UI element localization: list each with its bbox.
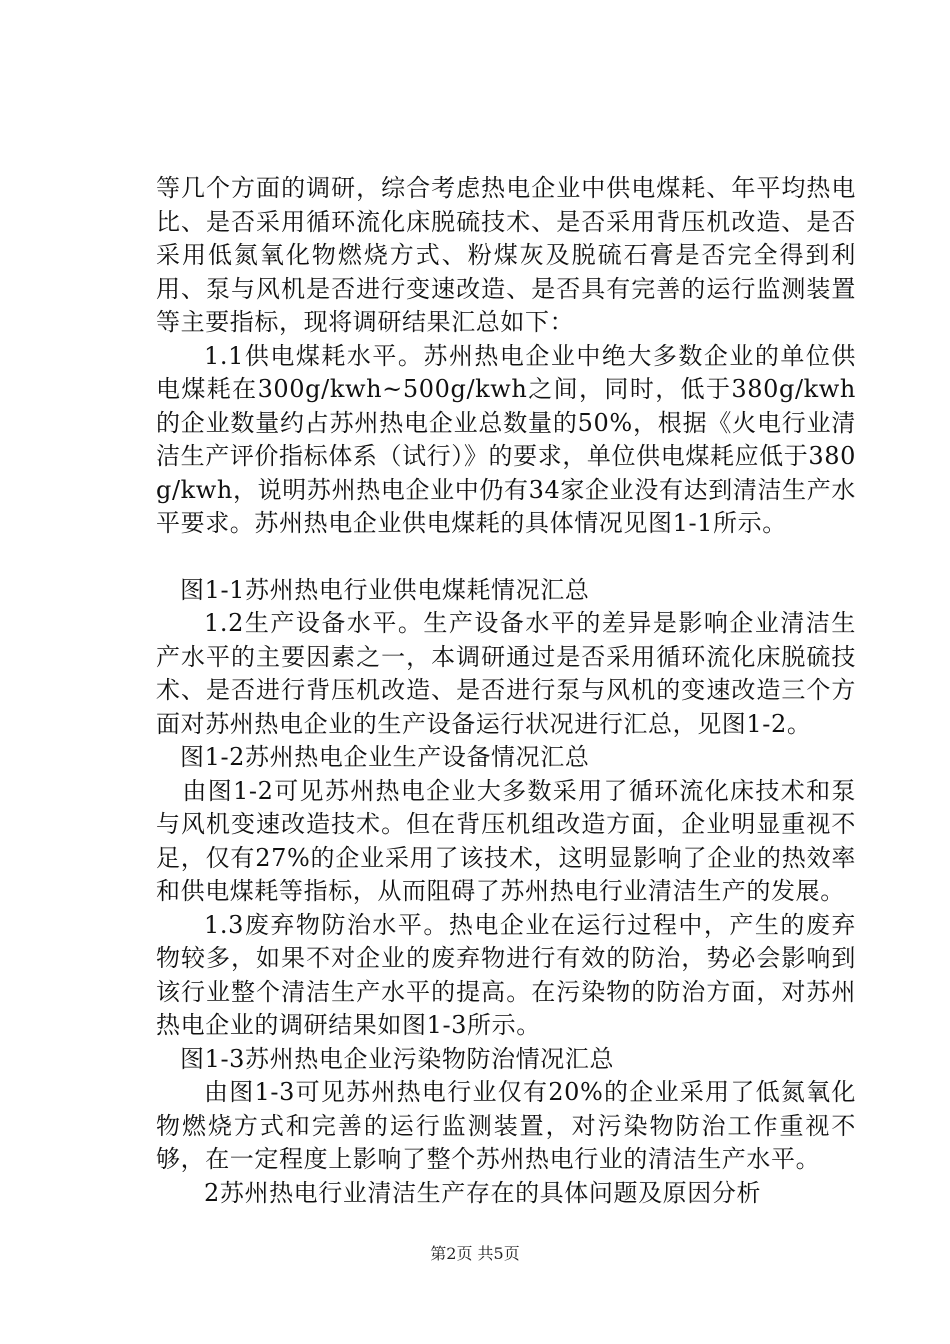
figure-1-1-space [156, 541, 856, 574]
paragraph-equipment-analysis: 由图1-2可见苏州热电企业大多数采用了循环流化床技术和泵与风机变速改造技术。但在背压机组改造方面，企业明显重视不足，仅有27%的企业采用了该技术，这明显影响了企业的热效率和供电煤耗等指标，从而阻碍了苏州热电行业清洁生产的发展。 [156, 776, 856, 905]
paragraph-survey-intro: 等几个方面的调研，综合考虑热电企业中供电煤耗、年平均热电比、是否采用循环流化床脱硫技术、是否采用背压机改造、是否采用低氮氧化物燃烧方式、粉煤灰及脱硫石膏是否完全得到利用、泵与风机是否进行变速改造、是否具有完善的运行监测装置等主要指标，现将调研结果汇总如下： [156, 174, 856, 336]
figure-caption-1-2: 图1-2苏州热电企业生产设备情况汇总 [180, 743, 590, 771]
page-number-footer: 第2页 共5页 [430, 1244, 520, 1263]
paragraph-coal-consumption: 1.1供电煤耗水平。苏州热电企业中绝大多数企业的单位供电煤耗在300g/kwh~500g/kwh之间，同时，低于380g/kwh的企业数量约占苏州热电企业总数量的50%，根据《火电行业清洁生产评价指标体系（试行）》的要求，单位供电煤耗应低于380g/kwh，说明苏州热电企业中仍有34家企业没有达到清洁生产水平要求。苏州热电企业供电煤耗的具体情况见图1-1所示。 [156, 341, 856, 537]
section-heading-problems: 2苏州热电行业清洁生产存在的具体问题及原因分析 [204, 1178, 762, 1207]
figure-caption-1-1: 图1-1苏州热电行业供电煤耗情况汇总 [180, 575, 590, 604]
paragraph-equipment-level: 1.2生产设备水平。生产设备水平的差异是影响企业清洁生产水平的主要因素之一，本调研通过是否采用循环流化床脱硫技术、是否进行背压机改造、是否进行泵与风机的变速改造三个方面对苏州热电企业的生产设备运行状况进行汇总，见图1-2。 [156, 609, 856, 738]
figure-caption-1-3: 图1-3苏州热电企业污染物防治情况汇总 [180, 1044, 615, 1073]
paragraph-pollution-analysis: 由图1-3可见苏州热电行业仅有20%的企业采用了低氮氧化物燃烧方式和完善的运行监测装置，对污染物防治工作重视不够，在一定程度上影响了整个苏州热电行业的清洁生产水平。 [156, 1078, 856, 1173]
document-body [156, 172, 856, 1210]
paragraph-waste-prevention: 1.3废弃物防治水平。热电企业在运行过程中，产生的废弃物较多，如果不对企业的废弃物进行有效的防治，势必会影响到该行业整个清洁生产水平的提高。在污染物的防治方面，对苏州热电企业的调研结果如图1-3所示。 [156, 910, 856, 1039]
